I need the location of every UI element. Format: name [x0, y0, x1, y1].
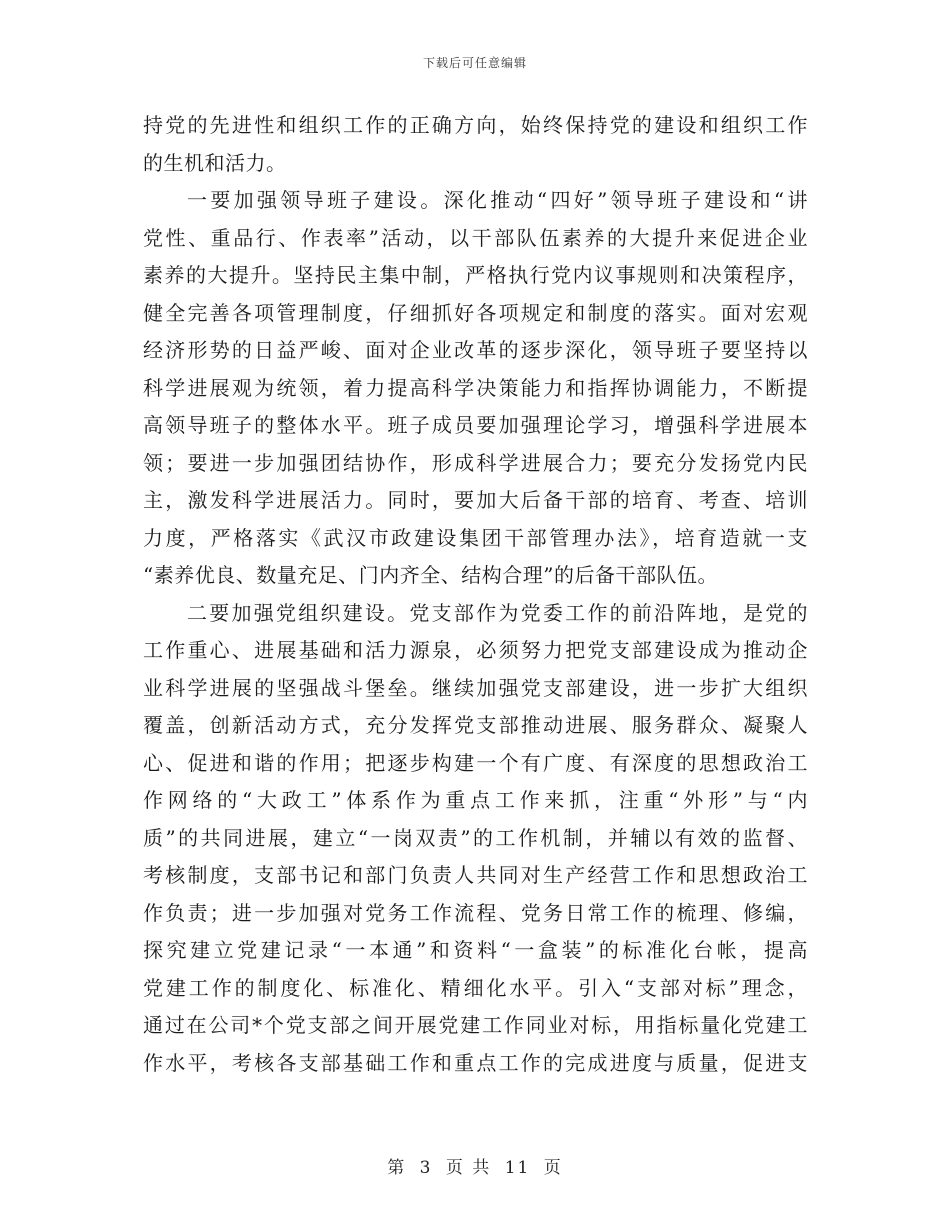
text-line: 作网络的“大政工”体系作为重点工作来抓，注重“外形”与“内	[143, 788, 808, 812]
footer-prefix: 第	[387, 1158, 407, 1178]
footer-total-pages: 11	[504, 1158, 531, 1178]
text-line: 素养的大提升。坚持民主集中制，严格执行党内议事规则和决策程序，	[143, 263, 808, 287]
text-line: 一要加强领导班子建设。深化推动“四好”领导班子建设和“讲	[187, 188, 808, 212]
text-line: 健全完善各项管理制度，仔细抓好各项规定和制度的落实。面对宏观	[143, 300, 808, 325]
text-line: 领；要进一步加强团结协作，形成科学进展合力；要充分发扬党内民	[143, 450, 808, 475]
text-line: 科学进展观为统领，着力提高科学决策能力和指挥协调能力，不断提	[143, 375, 808, 400]
text-line: 业科学进展的坚强战斗堡垒。继续加强党支部建设，进一步扩大组织	[143, 675, 808, 700]
text-line: 经济形势的日益严峻、面对企业改革的逐步深化，领导班子要坚持以	[143, 338, 808, 362]
text-line: 作负责；进一步加强对党务工作流程、党务日常工作的梳理、修编，	[143, 900, 808, 925]
text-line: 高领导班子的整体水平。班子成员要加强理论学习，增强科学进展本	[143, 413, 808, 437]
body-text	[143, 107, 808, 1082]
footer-current-page: 3	[419, 1158, 433, 1178]
text-line: 考核制度，支部书记和部门负责人共同对生产经营工作和思想政治工	[143, 863, 808, 887]
text-line: 通过在公司*个党支部之间开展党建工作同业对标，用指标量化党建工	[143, 1013, 808, 1037]
text-line: 党性、重品行、作表率”活动，以干部队伍素养的大提升来促进企业	[143, 225, 808, 250]
page-footer	[0, 1153, 950, 1178]
text-line: 二要加强党组织建设。党支部作为党委工作的前沿阵地，是党的	[187, 600, 808, 625]
text-line: 主，激发科学进展活力。同时，要加大后备干部的培育、考查、培训	[143, 488, 808, 512]
text-line: 探究建立党建记录“一本通”和资料“一盒装”的标准化台帐，提高	[143, 938, 808, 962]
text-line: 作水平，考核各支部基础工作和重点工作的完成进度与质量，促进支	[143, 1050, 808, 1075]
text-line: 心、促进和谐的作用；把逐步构建一个有广度、有深度的思想政治工	[143, 750, 808, 775]
text-line: 工作重心、进展基础和活力源泉，必须努力把党支部建设成为推动企	[143, 638, 808, 662]
text-line: 力度，严格落实《武汉市政建设集团干部管理办法》，培育造就一支	[143, 525, 808, 550]
text-line: 覆盖，创新活动方式，充分发挥党支部推动进展、服务群众、凝聚人	[143, 713, 808, 737]
text-line: “素养优良、数量充足、门内齐全、结构合理”的后备干部队伍。	[143, 563, 718, 587]
text-line: 的生机和活力。	[143, 150, 287, 175]
text-line: 质”的共同进展，建立“一岗双责”的工作机制，并辅以有效的监督、	[143, 825, 808, 850]
footer-suffix: 页	[543, 1158, 563, 1178]
text-line: 党建工作的制度化、标准化、精细化水平。引入“支部对标”理念，	[143, 975, 808, 1000]
page-header: 下载后可任意编辑	[422, 56, 527, 70]
text-line: 持党的先进性和组织工作的正确方向，始终保持党的建设和组织工作	[143, 113, 808, 137]
footer-middle: 页 共	[445, 1158, 492, 1178]
